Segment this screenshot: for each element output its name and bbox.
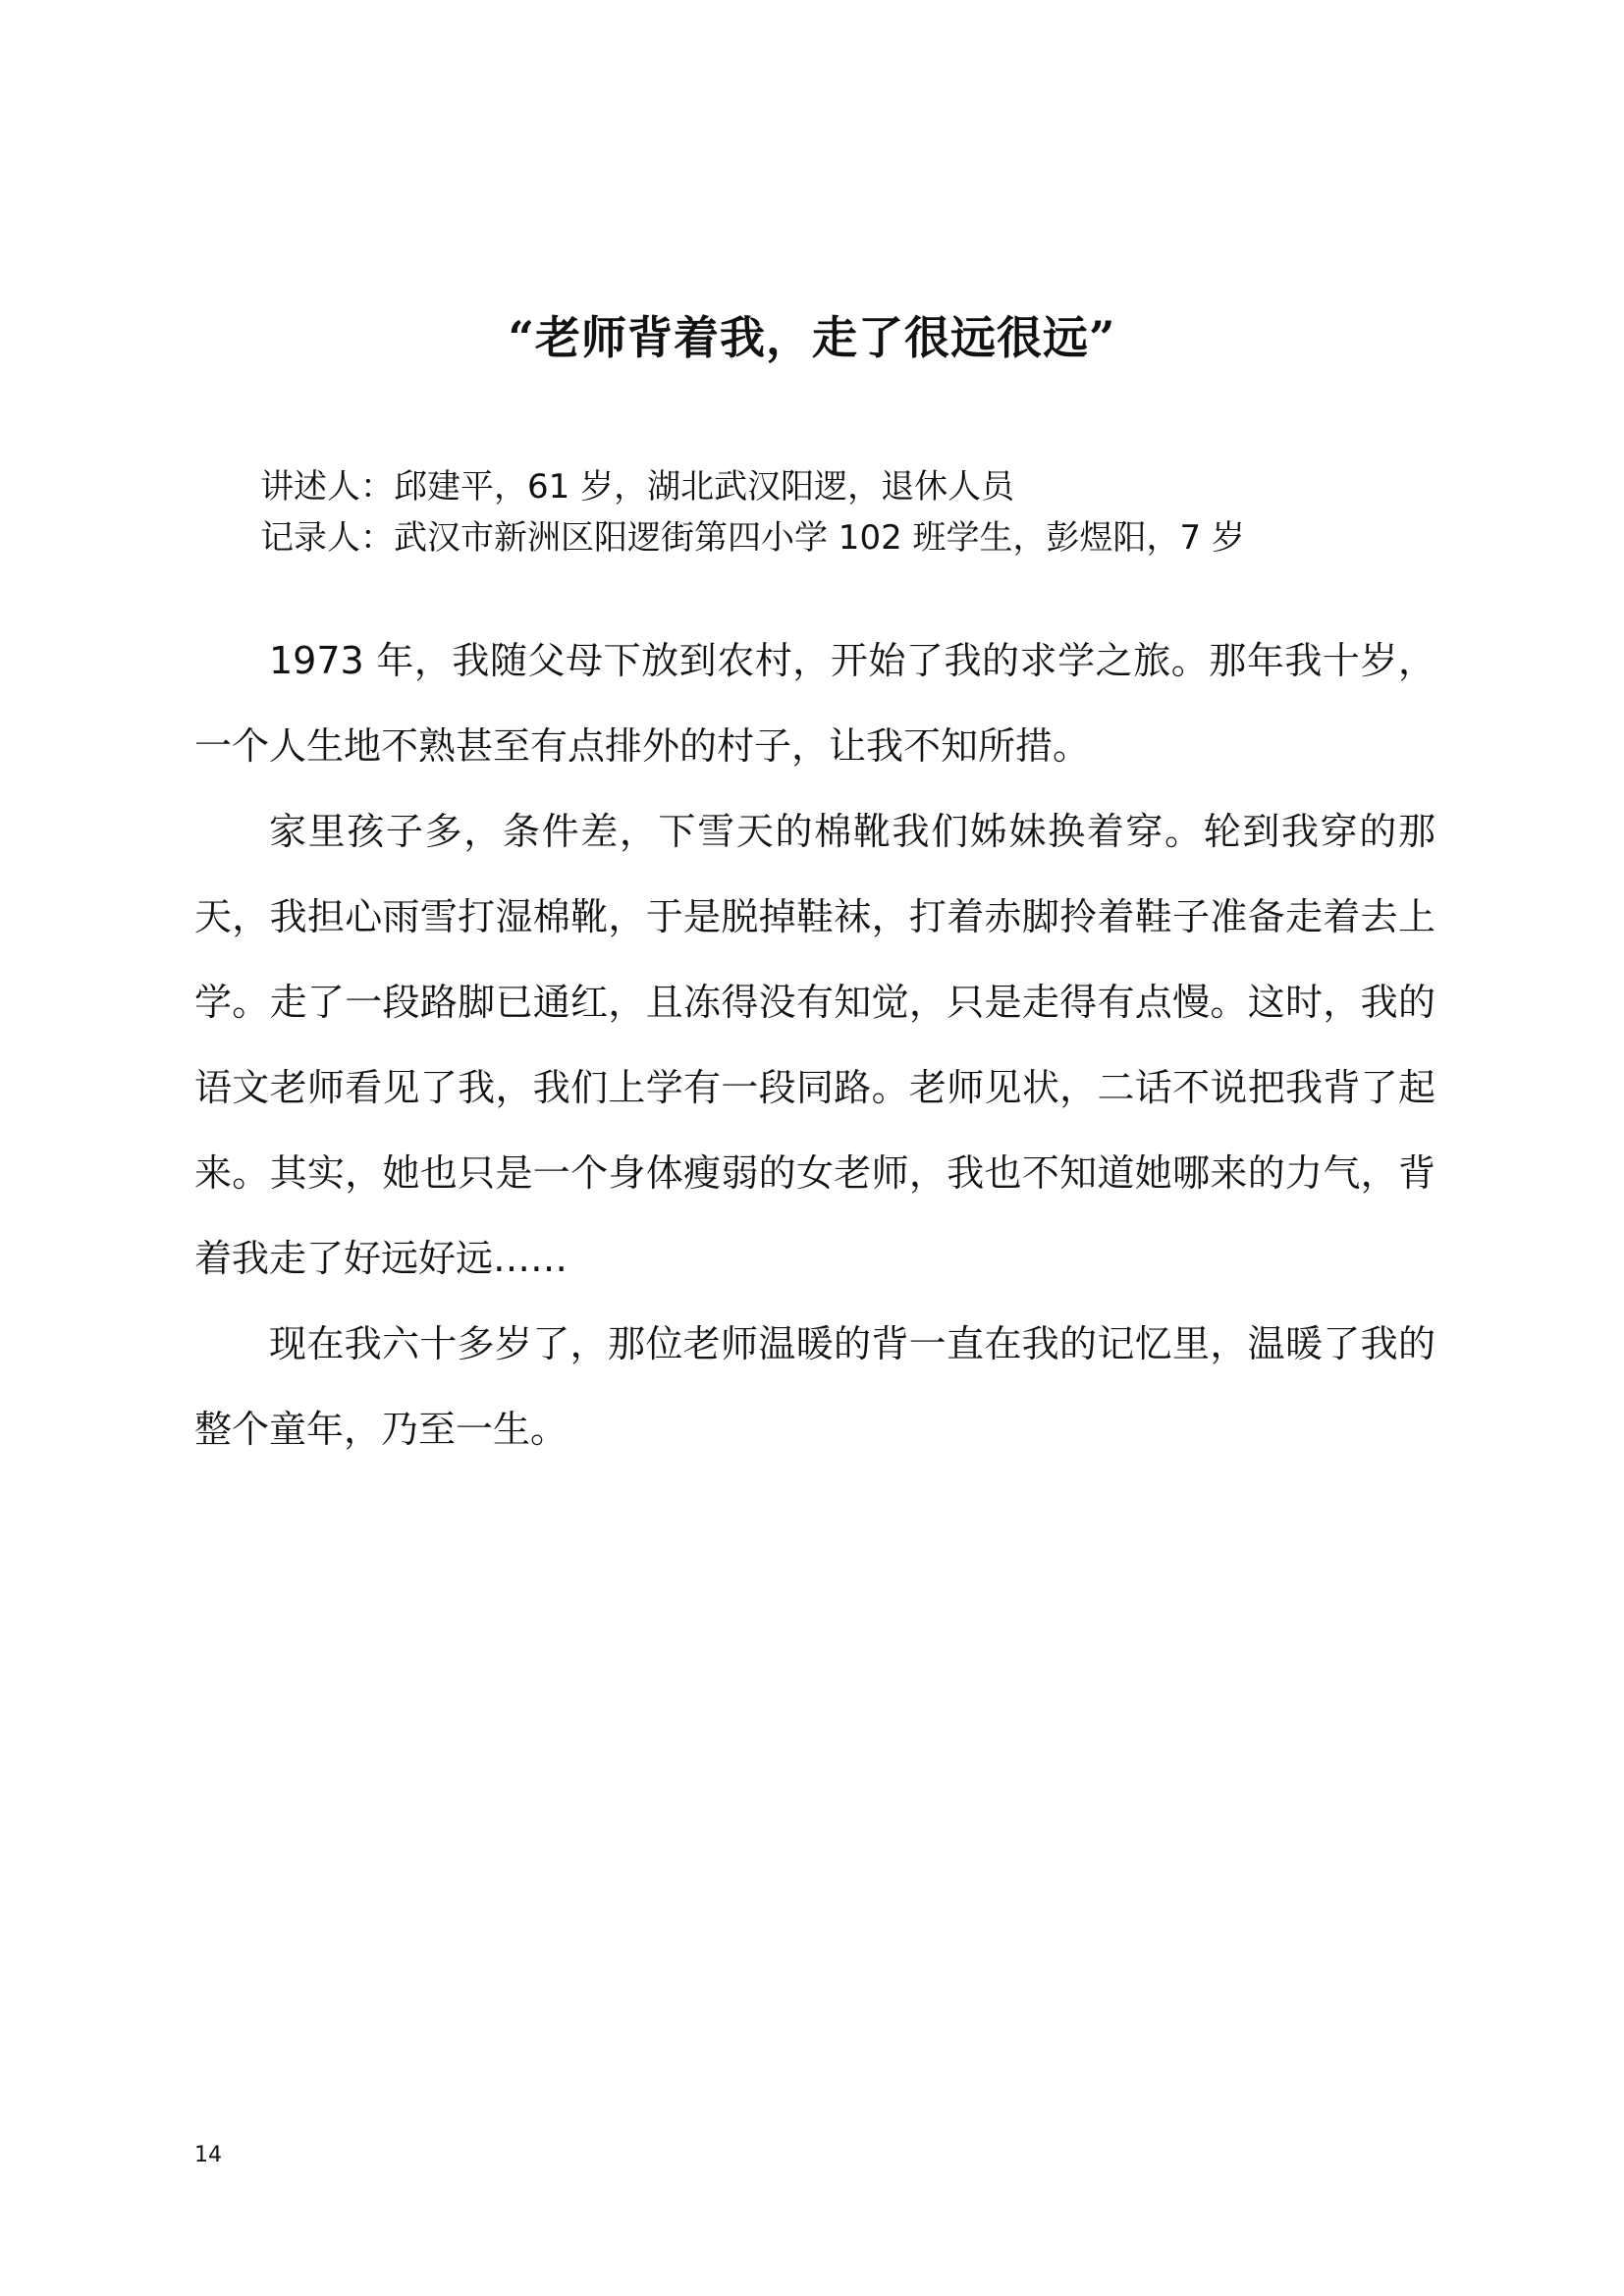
paragraph: 1973 年，我随父母下放到农村，开始了我的求学之旅。那年我十岁，一个人生地不熟甚至有点排外的村子，让我不知所措。: [194, 639, 1435, 768]
author-info: [260, 461, 1438, 563]
page-number: 14: [194, 2143, 222, 2167]
document-title: “老师背着我，走了很远很远”: [508, 311, 1116, 364]
story-body: [194, 618, 1435, 1472]
recorder-line: 记录人：武汉市新洲区阳逻街第四小学 102 班学生，彭煜阳，7 岁: [260, 518, 1245, 558]
narrator-line: 讲述人：邱建平，61 岁，湖北武汉阳逻，退休人员: [260, 467, 1015, 507]
paragraph: 家里孩子多，条件差，下雪天的棉靴我们姊妹换着穿。轮到我穿的那天，我担心雨雪打湿棉靴，于是脱掉鞋袜，打着赤脚拎着鞋子准备走着去上学。走了一段路脚已通红，且冻得没有知觉，只是走得有点慢。这时，我的语文老师看见了我，我们上学有一段同路。老师见状，二话不说把我背了起来。其实，她也只是一个身体瘦弱的女老师，我也不知道她哪来的力气，背着我走了好远好远……: [194, 810, 1435, 1280]
paragraph: 现在我六十多岁了，那位老师温暖的背一直在我的记忆里，温暖了我的整个童年，乃至一生。: [194, 1322, 1435, 1451]
